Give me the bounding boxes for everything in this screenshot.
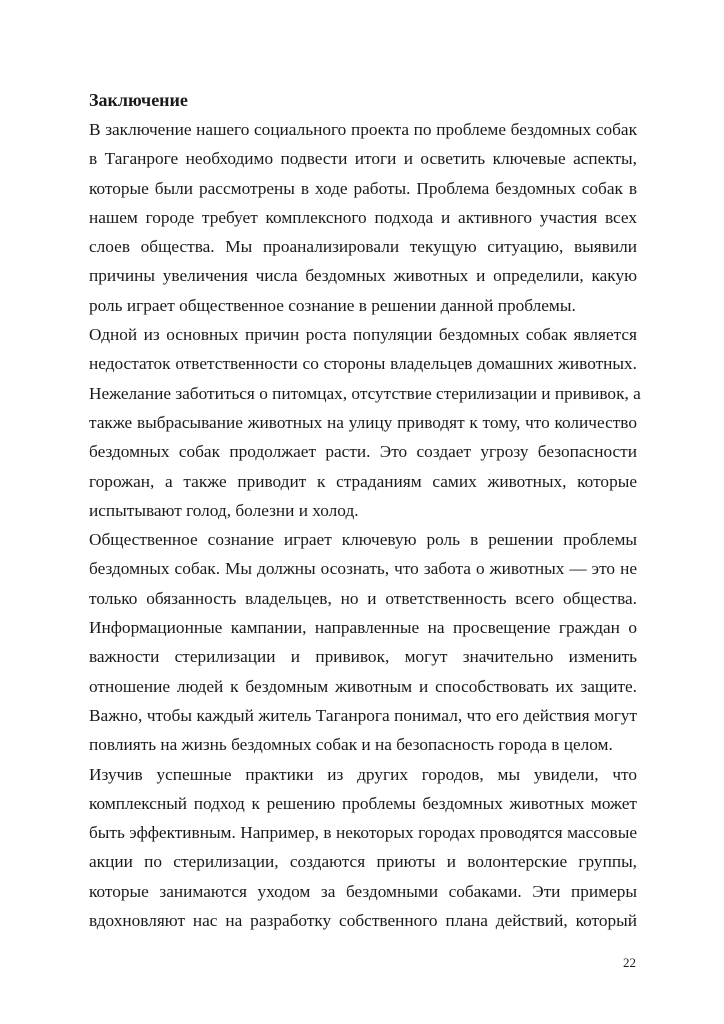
paragraph-1 <box>89 115 637 320</box>
paragraph-2 <box>89 320 641 525</box>
text-line: повлиять на жизнь бездомных собак и на безопасность города в целом. <box>89 735 613 755</box>
page-content <box>89 86 641 935</box>
text-line: причины увеличения числа бездомных животных и определили, какую <box>89 266 637 286</box>
section-heading: Заключение <box>89 90 188 110</box>
text-line: испытывают голод, болезни и холод. <box>89 500 359 520</box>
text-line: В заключение нашего социального проекта по проблеме бездомных собак <box>89 120 637 139</box>
text-line: слоев общества. Мы проанализировали текущую ситуацию, выявили <box>89 237 637 257</box>
text-line: Важно, чтобы каждый житель Таганрога понимал, что его действия могут <box>89 705 637 725</box>
text-line: в Таганроге необходимо подвести итоги и осветить ключевые аспекты, <box>89 149 637 169</box>
paragraph-3 <box>89 525 637 759</box>
page-number: 22 <box>623 955 636 970</box>
text-line: акции по стерилизации, создаются приюты и волонтерские группы, <box>89 852 637 872</box>
paragraph-4 <box>89 760 637 936</box>
text-line: бездомных собак продолжает расти. Это создает угрозу безопасности <box>89 442 637 462</box>
text-line: недостаток ответственности со стороны владельцев домашних животных. <box>89 354 637 374</box>
text-line: также выбрасывание животных на улицу приводят к тому, что количество <box>89 412 637 432</box>
text-line: роль играет общественное сознание в решении данной проблемы. <box>89 295 576 315</box>
text-line: горожан, а также приводит к страданиям самих животных, которые <box>89 471 637 491</box>
text-line: бездомных собак. Мы должны осознать, что забота о животных — это не <box>89 559 637 579</box>
text-line: важности стерилизации и прививок, могут значительно изменить <box>89 647 637 667</box>
text-line: комплексный подход к решению проблемы бездомных животных может <box>89 793 637 813</box>
text-line: Нежелание заботиться о питомцах, отсутствие стерилизации и прививок, а <box>89 383 641 403</box>
text-line: Изучив успешные практики из других городов, мы увидели, что <box>89 764 637 784</box>
text-line: Общественное сознание играет ключевую роль в решении проблемы <box>89 530 637 550</box>
text-line: нашем городе требует комплексного подхода и активного участия всех <box>89 207 637 227</box>
text-line: только обязанность владельцев, но и ответственность всего общества. <box>89 588 637 608</box>
text-line: Одной из основных причин роста популяции бездомных собак является <box>89 325 637 345</box>
text-line: которые занимаются уходом за бездомными собаками. Эти примеры <box>89 881 637 901</box>
text-line: отношение людей к бездомным животным и способствовать их защите. <box>89 676 637 696</box>
text-line: вдохновляют нас на разработку собственного плана действий, который <box>89 911 637 931</box>
text-line: которые были рассмотрены в ходе работы. Проблема бездомных собак в <box>89 178 637 198</box>
text-line: быть эффективным. Например, в некоторых городах проводятся массовые <box>89 823 637 843</box>
text-line: Информационные кампании, направленные на просвещение граждан о <box>89 618 637 638</box>
